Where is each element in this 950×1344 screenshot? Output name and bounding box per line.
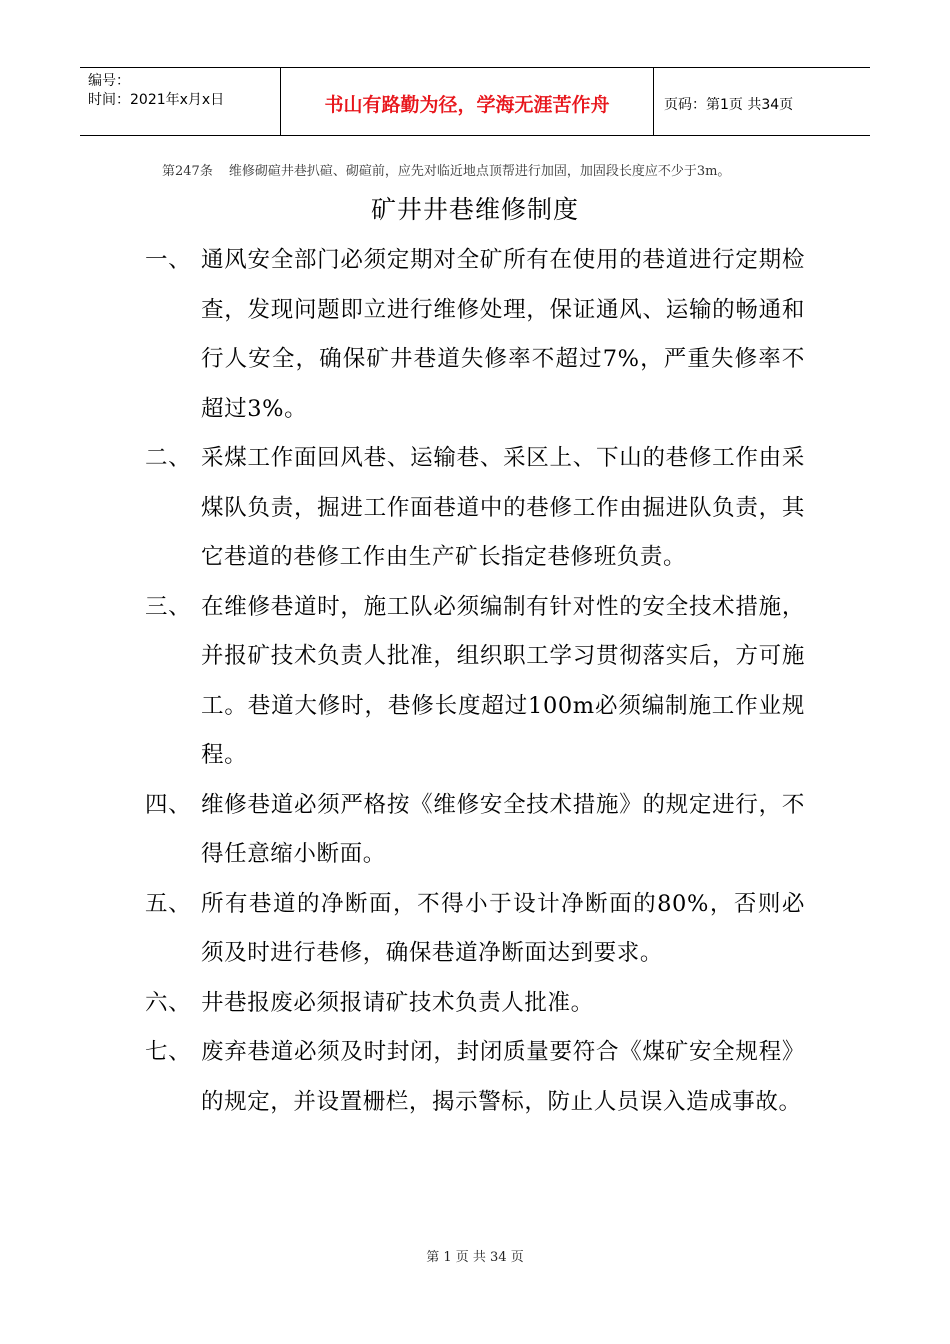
list-item: [145, 1028, 825, 1127]
item-number: 四、: [145, 791, 192, 818]
prior-article-number: 第247条: [162, 164, 213, 179]
list-item: [145, 979, 825, 1029]
item-text: 井巷报废必须报请矿技术负责人批准。: [201, 989, 594, 1016]
item-text: 废弃巷道必须及时封闭，封闭质量要符合《煤矿安全规程》的规定，并设置栅栏，揭示警标，防止人员误入造成事故。: [201, 1039, 805, 1115]
item-text: 通风安全部门必须定期对全矿所有在使用的巷道进行定期检查，发现问题即立进行维修处理，保证通风、运输的畅通和行人安全，确保矿井巷道失修率不超过7%，严重失修率不超过3%。: [201, 247, 805, 422]
item-number: 五、: [145, 890, 192, 917]
list-item: [145, 781, 825, 880]
page-footer: 第 1 页 共 34 页: [426, 1250, 524, 1265]
header-motto-cell: [281, 68, 654, 135]
item-text: 在维修巷道时，施工队必须编制有针对性的安全技术措施，并报矿技术负责人批准，组织职工学习贯彻落实后，方可施工。巷道大修时，巷修长度超过100m必须编制施工作业规程。: [201, 593, 805, 768]
item-text: 所有巷道的净断面，不得小于设计净断面的80%，否则必须及时进行巷修，确保巷道净断面达到要求。: [201, 890, 805, 966]
item-text: 维修巷道必须严格按《维修安全技术措施》的规定进行，不得任意缩小断面。: [201, 791, 805, 867]
list-item: [145, 236, 825, 434]
time-label: 时间：2021年x月x日: [88, 92, 225, 108]
item-number: 七、: [145, 1039, 192, 1065]
prior-article-text: 维修砌碹井巷扒碹、砌碹前，应先对临近地点顶帮进行加固，加固段长度应不少于3m。: [228, 164, 731, 179]
regulation-list: [145, 236, 825, 1127]
item-number: 一、: [145, 247, 192, 273]
code-label: 编号：: [88, 73, 130, 89]
header-meta-cell: [80, 68, 281, 135]
motto-text: 书山有路勤为径，学海无涯苦作舟: [324, 94, 610, 116]
list-item: [145, 434, 825, 583]
list-item: [145, 583, 825, 781]
item-number: 二、: [145, 445, 192, 471]
header-page-cell: [654, 68, 870, 135]
header-table: [80, 67, 870, 136]
document-title: 矿井井巷维修制度: [370, 195, 579, 224]
item-text: 采煤工作面回风巷、运输巷、采区上、下山的巷修工作由采煤队负责，掘进工作面巷道中的巷修工作由掘进队负责，其它巷道的巷修工作由生产矿长指定巷修班负责。: [201, 445, 805, 570]
page-info: 页码：第1页 共34页: [664, 96, 794, 113]
item-number: 六、: [145, 989, 192, 1016]
item-number: 三、: [145, 593, 192, 620]
prior-article-line: [162, 160, 730, 179]
list-item: [145, 880, 825, 979]
